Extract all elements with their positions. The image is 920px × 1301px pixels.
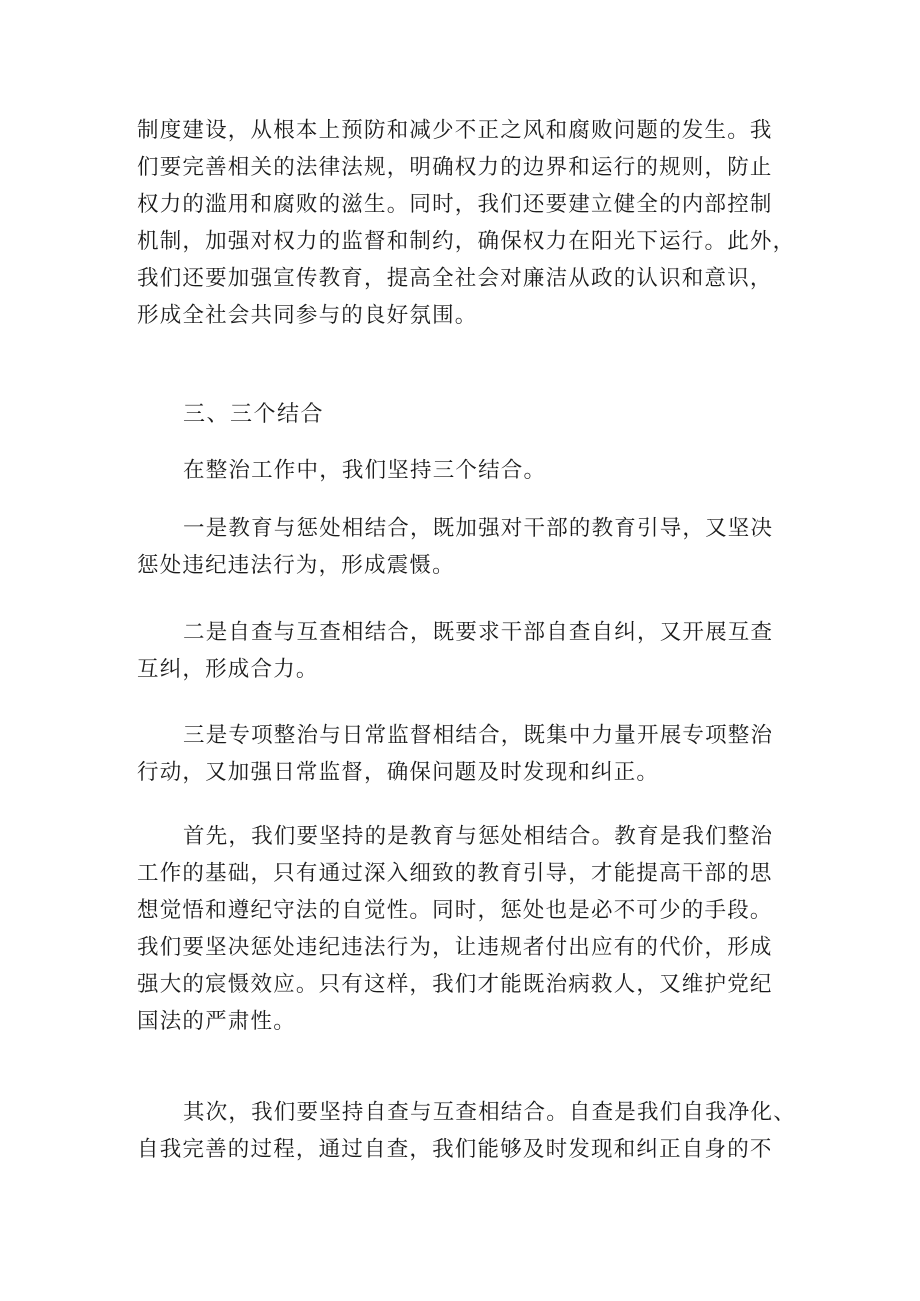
text-line: 我们还要加强宣传教育，提高全社会对廉洁从政的认识和意识， xyxy=(137,266,773,291)
text-line: 机制，加强对权力的监督和制约，确保权力在阳光下运行。此外， xyxy=(137,229,796,254)
paragraph-intro xyxy=(137,452,797,489)
paragraph-point-one xyxy=(137,510,797,584)
text-line: 国法的严肃性。 xyxy=(137,1009,296,1034)
text-line: 其次，我们要坚持自查与互查相结合。自查是我们自我净化、 xyxy=(183,1100,796,1125)
text-line: 工作的基础，只有通过深入细致的教育引导，才能提高干部的思 xyxy=(137,861,773,886)
paragraph-first xyxy=(137,818,797,1040)
text-line: 自我完善的过程，通过自查，我们能够及时发现和纠正自身的不 xyxy=(137,1137,773,1162)
heading-text: 三、三个结合 xyxy=(183,402,325,427)
text-line: 行动，又加强日常监督，确保问题及时发现和纠正。 xyxy=(137,760,660,785)
text-line: 互纠，形成合力。 xyxy=(137,657,319,682)
text-line: 我们要坚决惩处违纪违法行为，让违规者付出应有的代价，形成 xyxy=(137,935,773,960)
paragraph-second xyxy=(137,1094,797,1168)
paragraph-point-two xyxy=(137,614,797,688)
text-line: 一是教育与惩处相结合，既加强对干部的教育引导，又坚决 xyxy=(183,516,774,541)
text-line: 首先，我们要坚持的是教育与惩处相结合。教育是我们整治 xyxy=(183,824,774,849)
text-line: 制度建设，从根本上预防和减少不正之风和腐败问题的发生。我 xyxy=(137,118,773,143)
text-line: 想觉悟和遵纪守法的自觉性。同时，惩处也是必不可少的手段。 xyxy=(137,898,773,923)
text-line: 们要完善相关的法律法规，明确权力的边界和运行的规则，防止 xyxy=(137,155,773,180)
text-line: 三是专项整治与日常监督相结合，既集中力量开展专项整治 xyxy=(183,723,774,748)
section-heading xyxy=(137,396,797,433)
paragraph-point-three xyxy=(137,717,797,791)
text-line: 权力的滥用和腐败的滋生。同时，我们还要建立健全的内部控制 xyxy=(137,192,773,217)
text-line: 二是自查与互查相结合，既要求干部自查自纠，又开展互查 xyxy=(183,620,774,645)
text-line: 形成全社会共同参与的良好氛围。 xyxy=(137,303,478,328)
text-line: 强大的宸慑效应。只有这样，我们才能既治病救人，又维护党纪 xyxy=(137,972,773,997)
paragraph-continuation xyxy=(137,112,797,334)
text-line: 惩处违纪违法行为，形成震慑。 xyxy=(137,553,455,578)
text-line: 在整治工作中，我们坚持三个结合。 xyxy=(183,458,547,483)
